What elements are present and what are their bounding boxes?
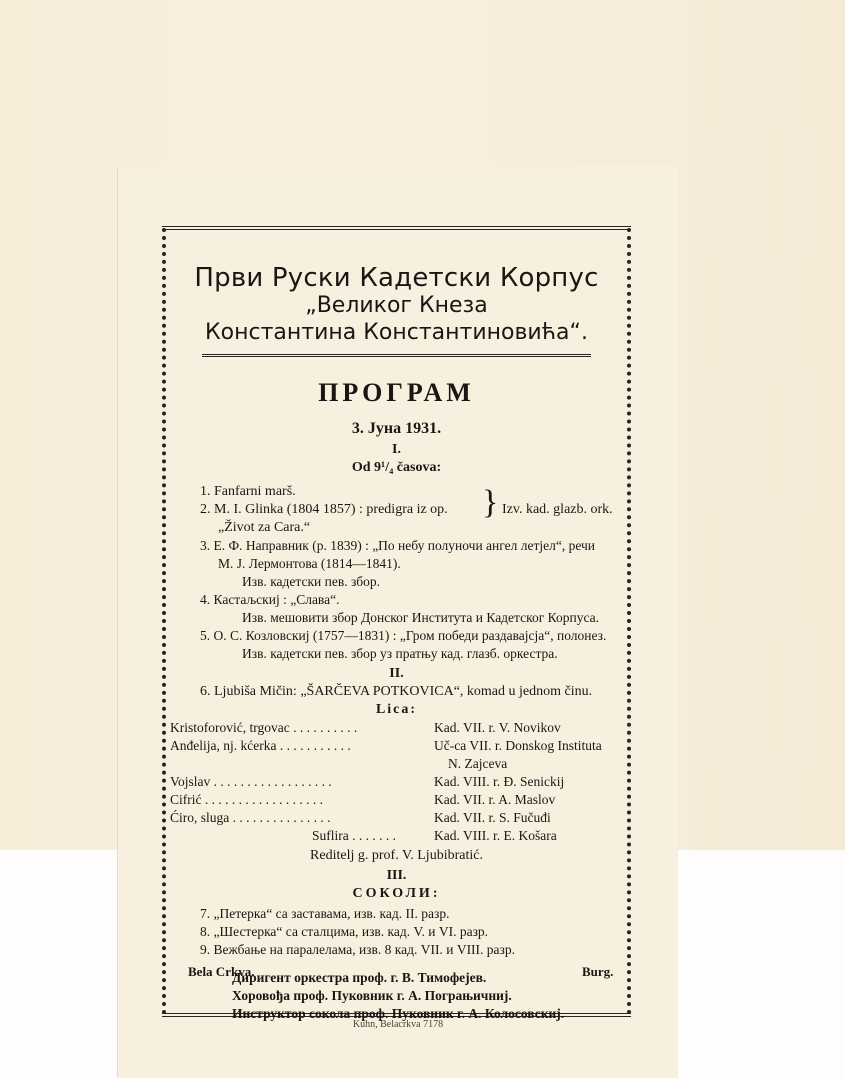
header-divider xyxy=(202,354,591,357)
cast-actor: N. Zajceva xyxy=(448,756,508,771)
part-3-numeral: III. xyxy=(386,868,407,883)
cast-actor: Kad. VII. r. V. Novikov xyxy=(434,720,561,735)
part-1-time: Od 9¹/₄ časova: xyxy=(351,460,442,475)
cast-role: Ćiro, sluga . . . . . . . . . . . . . . . xyxy=(170,810,331,825)
header-line-1: Први Руски Кадетски Корпус xyxy=(194,263,599,293)
credit-choirmaster: Хоровођа проф. Пуковник г. А. Пограњичниј. xyxy=(232,988,512,1003)
item-5-perf: Изв. кадетски пев. збор уз пратњу кад. глазб. оркестра. xyxy=(242,646,558,661)
cast-role: Anđelija, nj. kćerka . . . . . . . . . . . xyxy=(170,738,351,753)
brace-mark: } xyxy=(482,484,499,521)
footer-place: Bela Crkva. xyxy=(188,964,255,979)
item-1: 1. Fanfarni marš. xyxy=(200,484,296,499)
decorative-frame xyxy=(162,226,631,1021)
item-2-cont: „Život za Cara.“ xyxy=(218,520,311,535)
part-1-numeral: I. xyxy=(392,442,401,457)
item-3-cont: М. Ј. Лермонтова (1814—1841). xyxy=(218,556,401,571)
cast-actor: Kad. VIII. r. Đ. Senickij xyxy=(434,774,565,789)
header-line-2: „Великог Кнеза xyxy=(305,293,488,318)
director-line: Reditelj g. prof. V. Ljubibratić. xyxy=(310,848,483,863)
credit-conductor: Диригент оркестра проф. г. В. Тимофејев. xyxy=(232,970,487,985)
header-line-3: Константина Константиновића“. xyxy=(205,320,588,345)
item-4-perf: Изв. мешовити збор Донског Института и Кадетског Корпуса. xyxy=(242,610,599,625)
footer-burg: Burg. xyxy=(582,964,614,979)
credit-sokol-instructor: Инструктор сокола проф. Пуковник г. А. Колосовскиј. xyxy=(232,1006,565,1021)
item-5: 5. О. С. Козловскиј (1757—1831) : „Гром победи раздавајсја“, полонез. xyxy=(200,628,607,643)
item-4: 4. Кастаљскиј : „Слава“. xyxy=(200,592,340,607)
program-date: 3. Јуна 1931. xyxy=(351,420,442,437)
program-title: ПРОГРАМ xyxy=(318,378,475,407)
cast-actor: Kad. VIII. r. E. Košara xyxy=(434,828,557,843)
cast-actor: Kad. VII. r. S. Fučuđi xyxy=(434,810,551,825)
program-sheet xyxy=(118,166,678,1078)
cast-role: Vojslav . . . . . . . . . . . . . . . . . . xyxy=(170,774,332,789)
play-title: 6. Ljubiša Mičin: „ŠARČEVA POTKOVICA“, komad u jednom činu. xyxy=(200,684,593,699)
item-9: 9. Вежбање на паралелама, изв. 8 кад. VII. и VIII. разр. xyxy=(200,942,516,957)
cast-role: Suflira . . . . . . . xyxy=(312,828,396,843)
cast-role: Kristoforović, trgovac . . . . . . . . . . xyxy=(170,720,358,735)
item-3: 3. Е. Ф. Направник (р. 1839) : „По небу полуночи ангел летјел“, речи xyxy=(200,538,596,553)
part-3-title: СОКОЛИ: xyxy=(352,886,441,901)
printer-imprint: Kuhn, Belacrkva 7178 xyxy=(352,1019,444,1030)
cast-actor: Uč-ca VII. r. Donskog Instituta xyxy=(434,738,602,753)
part-2-numeral: II. xyxy=(389,666,404,681)
cast-title: Lica: xyxy=(375,702,418,717)
item-3-perf: Изв. кадетски пев. збор. xyxy=(242,574,381,589)
item-2: 2. M. I. Glinka (1804 1857) : predigra iz op. xyxy=(200,502,448,517)
item-7: 7. „Петерка“ са заставама, изв. кад. II. разр. xyxy=(200,906,450,921)
cast-actor: Kad. VII. r. A. Maslov xyxy=(434,792,556,807)
cast-role: Cifrić . . . . . . . . . . . . . . . . . . xyxy=(170,792,323,807)
brace-note: Izv. kad. glazb. ork. xyxy=(502,502,613,517)
item-8: 8. „Шестерка“ са сталцима, изв. кад. V. и VI. разр. xyxy=(200,924,489,939)
